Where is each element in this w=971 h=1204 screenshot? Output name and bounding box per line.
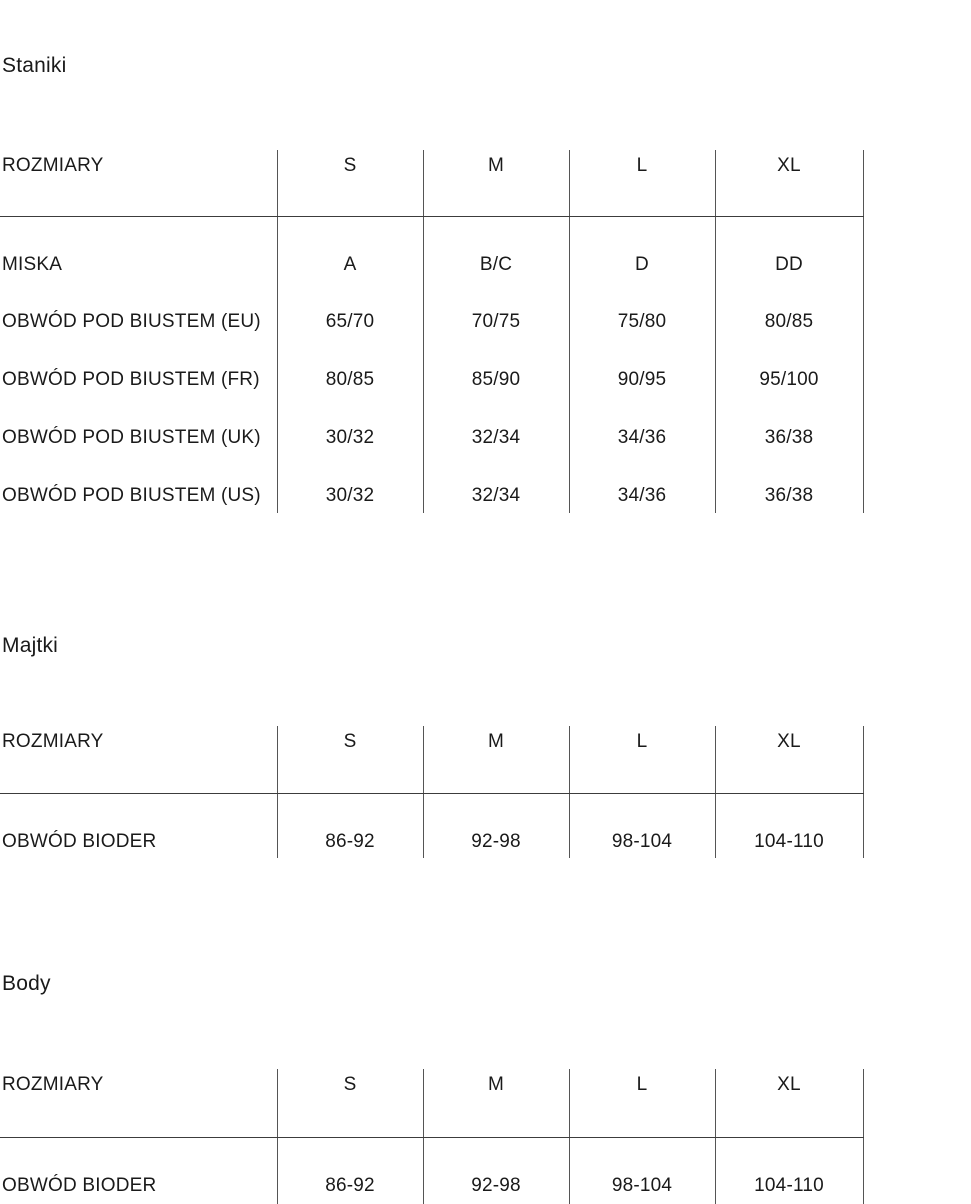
column-header-xl: XL (715, 726, 863, 793)
size-value-cell: 36/38 (715, 448, 863, 513)
size-value-cell: 92-98 (423, 1137, 569, 1204)
table-row-obwod-fr (0, 332, 863, 390)
size-value-cell: 34/36 (569, 448, 715, 513)
size-value-cell: 90/95 (569, 332, 715, 390)
column-header-l: L (569, 726, 715, 793)
size-value-cell: 70/75 (423, 274, 569, 332)
column-header-l: L (569, 150, 715, 216)
size-value-cell: B/C (423, 216, 569, 274)
column-header-l: L (569, 1069, 715, 1137)
size-value-cell: 34/36 (569, 390, 715, 448)
section-heading-majtki: Majtki (2, 634, 59, 657)
row-label: OBWÓD POD BIUSTEM (FR) (2, 369, 260, 390)
table-row-obwod-eu (0, 274, 863, 332)
row-label: OBWÓD BIODER (2, 1174, 157, 1196)
table-header-row (0, 150, 863, 216)
size-value-cell: 32/34 (423, 390, 569, 448)
size-table-body (0, 1069, 864, 1204)
size-value-cell: 98-104 (569, 1137, 715, 1204)
row-label: OBWÓD POD BIUSTEM (US) (2, 485, 261, 506)
size-value-cell: 86-92 (277, 793, 423, 858)
size-value-cell: 36/38 (715, 390, 863, 448)
size-value-cell: 65/70 (277, 274, 423, 332)
size-value-cell: DD (715, 216, 863, 274)
size-value-cell: 95/100 (715, 332, 863, 390)
size-value-cell: 92-98 (423, 793, 569, 858)
size-value-cell: 86-92 (277, 1137, 423, 1204)
size-value-cell: 104-110 (715, 793, 863, 858)
size-value-cell: 30/32 (277, 448, 423, 513)
size-value-cell: 80/85 (715, 274, 863, 332)
column-header-s: S (277, 726, 423, 793)
size-value-cell: 75/80 (569, 274, 715, 332)
column-header-s: S (277, 150, 423, 216)
column-header-rozmiary: ROZMIARY (0, 150, 277, 216)
table-row-obwod-bioder (0, 1137, 863, 1204)
row-label: OBWÓD BIODER (2, 830, 157, 852)
section-heading-body: Body (2, 972, 51, 995)
column-header-m: M (423, 726, 569, 793)
table-row-obwod-us (0, 448, 863, 513)
column-header-xl: XL (715, 150, 863, 216)
table-header-row (0, 726, 863, 793)
size-value-cell: 80/85 (277, 332, 423, 390)
column-header-m: M (423, 150, 569, 216)
table-row-miska (0, 216, 863, 274)
size-table-staniki (0, 150, 864, 513)
row-label: OBWÓD POD BIUSTEM (UK) (2, 427, 261, 448)
column-header-rozmiary: ROZMIARY (0, 1069, 277, 1137)
size-value-cell: 104-110 (715, 1137, 863, 1204)
column-header-m: M (423, 1069, 569, 1137)
size-value-cell: 32/34 (423, 448, 569, 513)
column-header-xl: XL (715, 1069, 863, 1137)
column-header-s: S (277, 1069, 423, 1137)
size-value-cell: 30/32 (277, 390, 423, 448)
size-value-cell: 98-104 (569, 793, 715, 858)
table-row-obwod-bioder (0, 793, 863, 858)
size-value-cell: D (569, 216, 715, 274)
section-heading-staniki: Staniki (2, 54, 67, 77)
size-value-cell: 85/90 (423, 332, 569, 390)
table-header-row (0, 1069, 863, 1137)
row-label: MISKA (2, 253, 63, 274)
column-header-rozmiary: ROZMIARY (0, 726, 277, 793)
table-row-obwod-uk (0, 390, 863, 448)
row-label: OBWÓD POD BIUSTEM (EU) (2, 311, 261, 332)
size-table-majtki (0, 726, 864, 858)
size-value-cell: A (277, 216, 423, 274)
